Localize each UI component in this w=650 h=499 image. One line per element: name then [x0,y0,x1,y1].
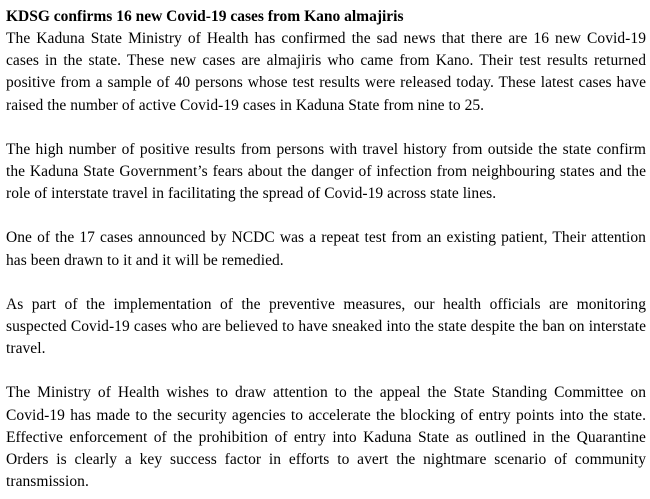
press-release [6,6,646,493]
paragraph-travel-history: The high number of positive results from persons with travel history from outside the state confirm the Kaduna State Government’s fears about the danger of infection from neighbouring states and the role of interstate travel in facilitating the spread of Covid-19 across state lines. [6,140,646,203]
paragraph-ncdc-correction: One of the 17 cases announced by NCDC was a repeat test from an existing patient, Their attention has been drawn to it and it will be remedied. [6,229,646,269]
document-title: KDSG confirms 16 new Covid-19 cases from Kano almajiris [6,8,404,25]
paragraph-new-cases: The Kaduna State Ministry of Health has confirmed the sad news that there are 16 new Covid-19 cases in the state. These new cases are almajiris who came from Kano. Their test results returned positive from a sample of 40 persons whose test results were released today. These latest cases have raised the number of active Covid-19 cases in Kaduna State from nine to 25. [6,30,646,114]
paragraph-monitoring: As part of the implementation of the preventive measures, our health officials are monitoring suspected Covid-19 cases who are believed to have sneaked into the state despite the ban on interstate travel. [6,295,646,358]
paragraph-appeal: The Ministry of Health wishes to draw attention to the appeal the State Standing Committee on Covid-19 has made to the security agencies to accelerate the blocking of entry points into the state. Effective enforcement of the prohibition of entry into Kaduna State as outlined in the Quarantine Orders is clearly a key success factor in efforts to avert the nightmare scenario of community transmission. [6,384,646,491]
